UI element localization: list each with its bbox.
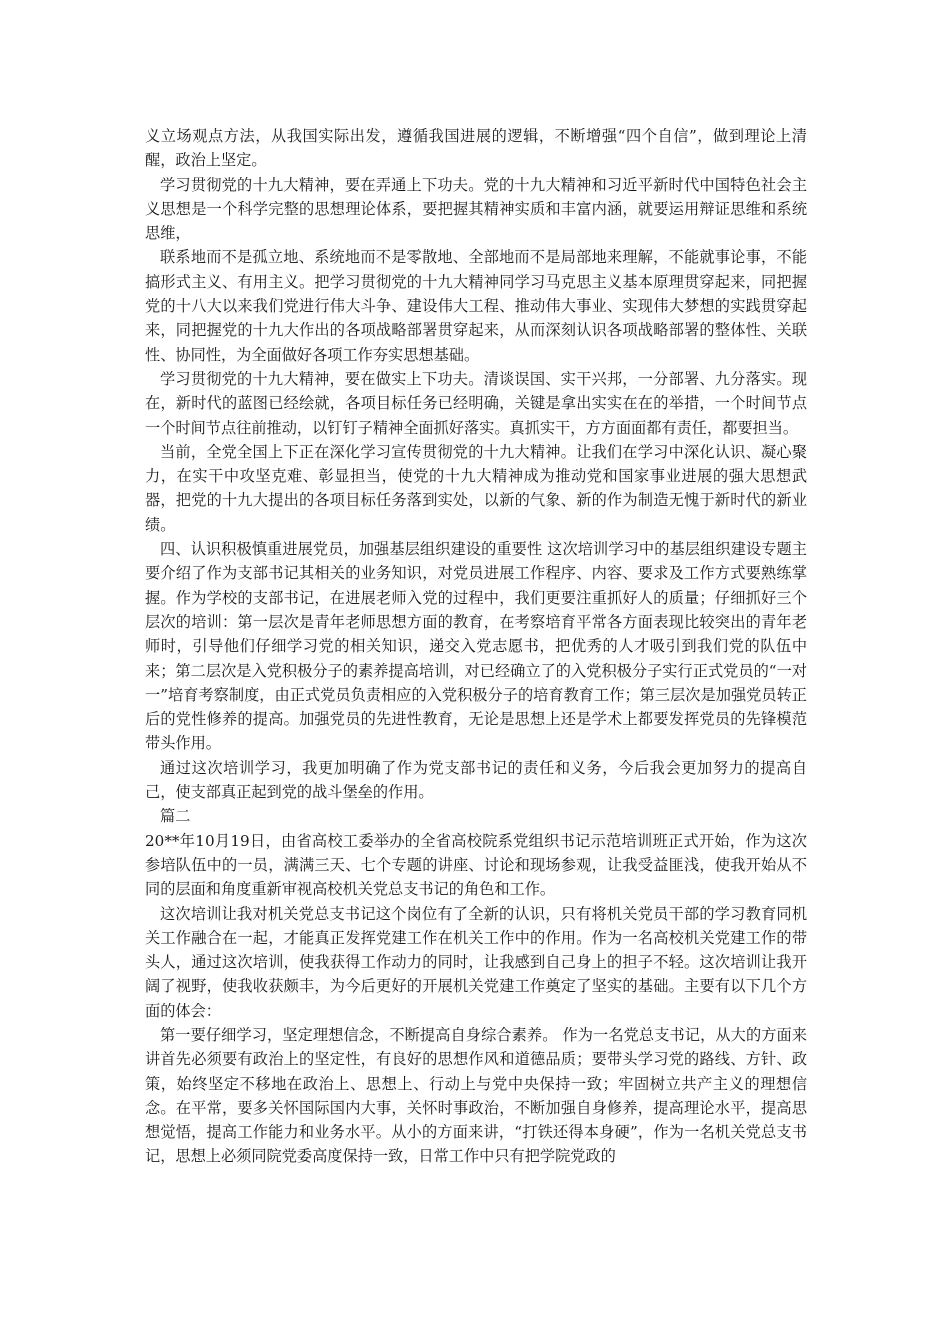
paragraph: 学习贯彻党的十九大精神，要在做实上下功夫。清谈误国、实干兴邦，一分部署、九分落实。现在，新时代的蓝图已经绘就，各项目标任务已经明确，关键是拿出实实在在的举措，一个时间节点一个时间节点往前推动，以钉钉子精神全面抓好落实。真抓实干，方方面面都有责任，都要担当。 bbox=[145, 369, 807, 437]
paragraph: 第一要仔细学习，坚定理想信念，不断提高自身综合素养。 作为一名党总支书记，从大的方面来讲首先必须要有政治上的坚定性，有良好的思想作风和道德品质；要带头学习党的路线、方针、政策，始终坚定不移地在政治上、思想上、行动上与党中央保持一致；牢固树立共产主义的理想信念。在平常，要多关怀国际国内大事，关怀时事政治，不断加强自身修养，提高理论水平，提高思想觉悟，提高工作能力和业务水平。从小的方面来讲，“打铁还得本身硬”，作为一名机关党总支书记，思想上必须同院党委高度保持一致，日常工作中只有把学院党政的 bbox=[145, 1025, 807, 1166]
paragraph: 通过这次培训学习，我更加明确了作为党支部书记的责任和义务，今后我会更加努力的提高自己，使支部真正起到党的战斗堡垒的作用。 bbox=[145, 758, 807, 802]
paragraph: 20**年10月19日，由省高校工委举办的全省高校院系党组织书记示范培训班正式开始，作为这次参培队伍中的一员，满满三天、七个专题的讲座、讨论和现场参观，让我受益匪浅，使我开始从不同的层面和角度重新审视高校机关党总支书记的角色和工作。 bbox=[145, 831, 807, 899]
paragraph: 学习贯彻党的十九大精神，要在弄通上下功夫。党的十九大精神和习近平新时代中国特色社会主义思想是一个科学完整的思想理论体系，要把握其精神实质和丰富内涵，就要运用辩证思维和系统思维， bbox=[145, 175, 807, 243]
part-heading: 篇二 bbox=[160, 807, 191, 826]
document-body bbox=[145, 124, 807, 1169]
paragraph: 当前，全党全国上下正在深化学习宣传贯彻党的十九大精神。让我们在学习中深化认识、凝心聚力，在实干中攻坚克难、彰显担当，使党的十九大精神成为推动党和国家事业进展的强大思想武器，把党的十九大提出的各项目标任务落到实处，以新的气象、新的作为制造无愧于新时代的新业绩。 bbox=[145, 442, 807, 534]
paragraph: 义立场观点方法，从我国实际出发，遵循我国进展的逻辑，不断增强“四个自信”，做到理论上清醒，政治上坚定。 bbox=[145, 127, 807, 170]
paragraph: 这次培训让我对机关党总支书记这个岗位有了全新的认识，只有将机关党员干部的学习教育同机关工作融合在一起，才能真正发挥党建工作在机关工作中的作用。作为一名高校机关党建工作的带头人，通过这次培训，使我获得工作动力的同时，让我感到自己身上的担子不轻。这次培训让我开阔了视野，使我收获颇丰，为今后更好的开展机关党建工作奠定了坚实的基础。主要有以下几个方面的体会： bbox=[145, 904, 807, 1020]
section-heading-paragraph: 四、认识积极慎重进展党员，加强基层组织建设的重要性 这次培训学习中的基层组织建设专题主要介绍了作为支部书记其相关的业务知识，对党员进展工作程序、内容、要求及工作方式要熟练掌握。作为学校的支部书记，在进展老师入党的过程中，我们更要注重抓好人的质量；仔细抓好三个层次的培训：第一层次是青年老师思想方面的教育，在考察培育平常各方面表现比较突出的青年老师时，引导他们仔细学习党的相关知识，递交入党志愿书，把优秀的人才吸引到我们党的队伍中来；第二层次是入党积极分子的素养提高培训，对已经确立了的入党积极分子实行正式党员的“一对一”培育考察制度，由正式党员负责相应的入党积极分子的培育教育工作；第三层次是加强党员转正后的党性修养的提高。加强党员的先进性教育，无论是思想上还是学术上都要发挥党员的先锋模范带头作用。 bbox=[145, 540, 807, 753]
paragraph: 联系地而不是孤立地、系统地而不是零散地、全部地而不是局部地来理解，不能就事论事，不能搞形式主义、有用主义。把学习贯彻党的十九大精神同学习马克思主义基本原理贯穿起来，同把握党的十八大以来我们党进行伟大斗争、建设伟大工程、推动伟大事业、实现伟大梦想的实践贯穿起来，同把握党的十九大作出的各项战略部署贯穿起来，从而深刻认识各项战略部署的整体性、关联性、协同性，为全面做好各项工作夯实思想基础。 bbox=[145, 248, 807, 364]
